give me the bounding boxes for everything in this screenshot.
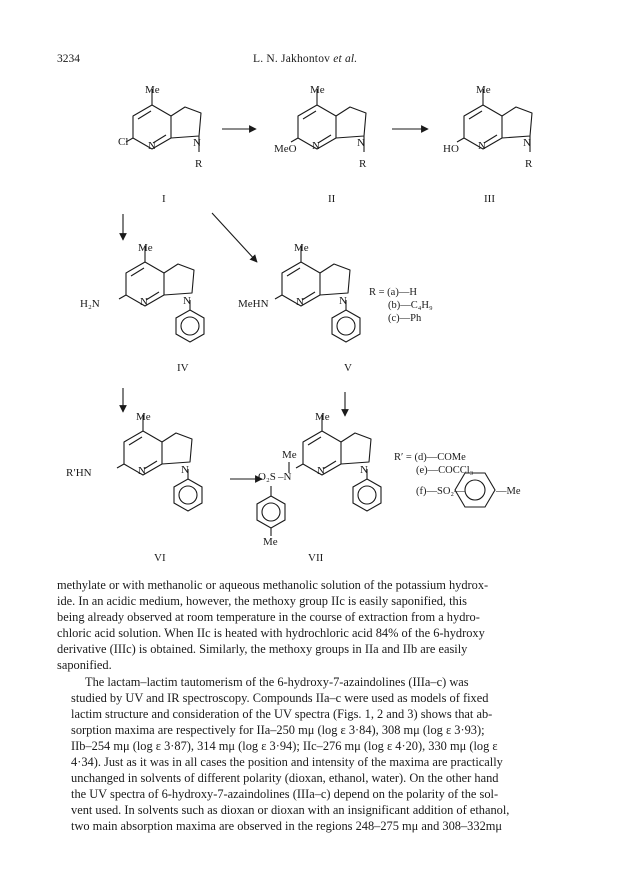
r-prime-def-d: R′ = (d)—COMe <box>394 452 466 463</box>
r-label-II: R <box>359 158 367 170</box>
text-line: two main absorption maxima are observed in the regions 248–275 mμ and 308–332mμ <box>71 819 503 834</box>
r-label-III: R <box>525 158 533 170</box>
r-label-I: R <box>195 158 203 170</box>
text-line: methylate or with methanolic or aqueous methanolic solution of the potassium hydrox- <box>57 578 489 592</box>
compound-label-IV: IV <box>177 362 189 374</box>
r-def-b: (b)—C₄H₉ <box>388 300 433 311</box>
compound-label-VI: VI <box>154 552 166 564</box>
text-line: being already observed at room temperature in the course of extraction from a hydro- <box>57 610 480 625</box>
compound-label-VII: VII <box>308 552 324 564</box>
n-label-VII-ring2: N <box>360 464 368 476</box>
ho-label-III: HO <box>443 143 459 155</box>
r-def-c: (c)—Ph <box>388 313 422 324</box>
text-line: vent used. In solvents such as dioxan or dioxan with an insignificant addition of ethanol, <box>71 803 510 818</box>
n-label-IV-ring: N <box>140 296 148 308</box>
n-label-VI-ring2: N <box>181 464 189 476</box>
paragraph-2 <box>57 674 567 835</box>
n-label-III-ring: N <box>478 140 486 152</box>
body-text <box>57 577 567 835</box>
text-line: saponified. <box>57 658 112 673</box>
n-label-VII-sulfonamide: –N <box>278 471 292 483</box>
text-line: 4·34). Just as it was in all cases the position and intensity of the maxima are practically <box>71 755 503 770</box>
text-line: the UV spectra of 6-hydroxy-7-azaindolines (IIIa–c) depend on the polarity of the sol- <box>71 787 499 802</box>
me-label-III: Me <box>476 84 491 96</box>
text-line: The lactam–lactim tautomerism of the 6-hydroxy-7-azaindolines (IIIa–c) was <box>85 674 469 689</box>
compound-label-III: III <box>484 193 495 205</box>
n-label-IV-ring2: N <box>183 295 191 307</box>
n-label-II-ring: N <box>312 140 320 152</box>
page-number: 3234 <box>57 53 80 65</box>
r-prime-def-f-me: —Me <box>496 486 521 497</box>
o2s-label-VII: O₂S <box>258 471 276 483</box>
n-label-I-ring2: N <box>193 137 201 149</box>
me-label-VII-n: Me <box>282 449 297 461</box>
running-head-author: L. N. Jakhontov <box>253 53 331 65</box>
compound-label-II: II <box>328 193 336 205</box>
mehhn-label-V: MeHN <box>238 298 269 310</box>
text-line: sorption maxima are respectively for IIa–250 mμ (log ε 3·84), 308 mμ (log ε 3·93); <box>71 722 485 737</box>
text-line: lactim structure and consideration of the UV spectra (Figs. 1, 2 and 3) shows that ab- <box>71 706 493 721</box>
me-label-IV: Me <box>138 242 153 254</box>
text-line: ide. In an acidic medium, however, the methoxy group IIc is easily saponified, this <box>57 594 468 609</box>
me-label-VII-tolyl: Me <box>263 536 278 548</box>
text-line: studied by UV and IR spectroscopy. Compounds IIa–c were used as models of fixed <box>71 690 489 705</box>
r-prime-def-e: (e)—COCCl₃ <box>416 465 474 476</box>
compound-label-V: V <box>344 362 352 374</box>
text-line: chloric acid solution. When IIc is heated with hydrochloric acid 84% of the 6-hydroxy <box>57 626 485 641</box>
n-label-I-ring: N <box>148 140 156 152</box>
text-line: derivative (IIIc) is obtained. Similarly, the methoxy groups in IIa and IIb are easily <box>57 642 468 657</box>
paragraph-1 <box>57 577 567 674</box>
text-line: IIb–254 mμ (log ε 3·87), 314 mμ (log ε 3·94); IIc–276 mμ (log ε 4·20), 330 mμ (log ε <box>71 738 498 753</box>
cl-label-I: Cl <box>118 136 129 148</box>
n-label-V-ring: N <box>296 296 304 308</box>
compound-label-I: I <box>162 193 166 205</box>
me-label-I: Me <box>145 84 160 96</box>
rhn-label-VI: R′HN <box>66 467 92 479</box>
me-label-VI: Me <box>136 411 151 423</box>
r-prime-def-f: (f)—SO₂— <box>416 486 465 497</box>
me-label-II: Me <box>310 84 325 96</box>
h2n-label-IV: H₂N <box>80 298 100 310</box>
me-label-VII: Me <box>315 411 330 423</box>
r-def-a: R = (a)—H <box>369 287 417 298</box>
n-label-III-ring2: N <box>523 137 531 149</box>
n-label-V-ring2: N <box>339 295 347 307</box>
n-label-VI-ring: N <box>138 465 146 477</box>
running-head-et-al: et al. <box>333 53 358 65</box>
meo-label-II: MeO <box>274 143 297 155</box>
n-label-II-ring2: N <box>357 137 365 149</box>
n-label-VII-ring: N <box>317 465 325 477</box>
me-label-V: Me <box>294 242 309 254</box>
text-line: unchanged in solvents of different polarity (dioxan, ethanol, water). On the other hand <box>71 771 499 786</box>
